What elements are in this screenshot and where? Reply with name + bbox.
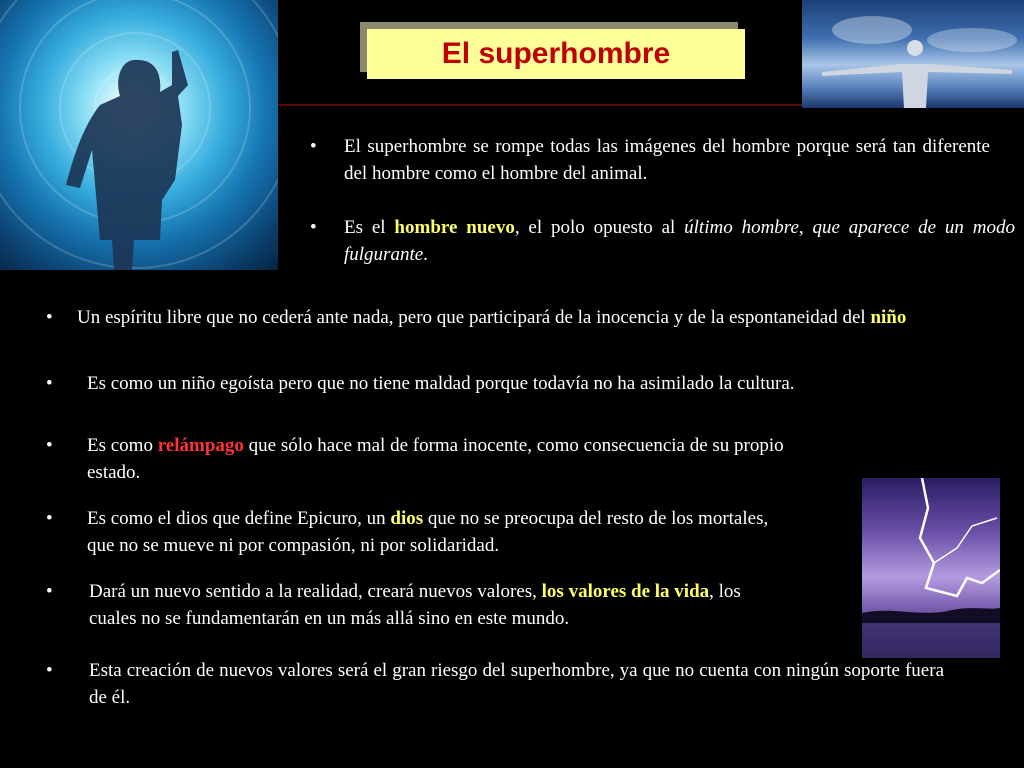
bullet-text: Es como relámpago que sólo hace mal de forma inocente, como consecuencia de su propio estado. bbox=[87, 435, 784, 483]
highlight-text: los valores de la vida bbox=[541, 581, 710, 602]
bullet-item bbox=[46, 505, 776, 559]
bullet-item bbox=[310, 214, 1015, 268]
man-arms-outstretched-image bbox=[802, 0, 1024, 108]
bullet-text: Es el hombre nuevo, el polo opuesto al último hombre, que aparece de un modo fulgurante. bbox=[344, 217, 1015, 265]
highlight-text: hombre nuevo bbox=[394, 217, 515, 238]
bullet-item bbox=[46, 370, 986, 397]
bullet-dot: • bbox=[46, 373, 53, 394]
bullet-item bbox=[46, 432, 821, 486]
italic-text: último hombre, que aparece de un modo fulgurante bbox=[344, 217, 1015, 265]
bullet-item bbox=[46, 578, 786, 632]
bullet-item bbox=[46, 304, 954, 331]
bullet-dot: • bbox=[46, 435, 53, 456]
bullet-text: Es como un niño egoísta pero que no tiene maldad porque todavía no ha asimilado la cultura. bbox=[87, 373, 795, 394]
bullet-text: Un espíritu libre que no cederá ante nada, pero que participará de la inocencia y de la espontaneidad del niño bbox=[77, 307, 907, 328]
bullet-text: Esta creación de nuevos valores será el gran riesgo del superhombre, ya que no cuenta con ningún soporte fuera de él. bbox=[89, 660, 944, 708]
woman-silhouette bbox=[0, 0, 278, 270]
title-divider bbox=[278, 104, 802, 106]
bullet-item bbox=[46, 657, 944, 711]
bullet-item bbox=[310, 133, 990, 187]
highlight-text: niño bbox=[870, 307, 907, 328]
highlight-text: dios bbox=[390, 508, 424, 529]
highlight-red-text: relámpago bbox=[157, 435, 244, 456]
page-title: El superhombre bbox=[441, 37, 671, 70]
bullet-text: Dará un nuevo sentido a la realidad, creará nuevos valores, los valores de la vida, los cuales no se fundamentarán en un más allá sino en este mundo. bbox=[89, 581, 741, 629]
bullet-dot: • bbox=[46, 307, 53, 328]
man-silhouette bbox=[802, 0, 1024, 108]
bullet-dot: • bbox=[46, 508, 53, 529]
bullet-dot: • bbox=[46, 660, 53, 681]
bullet-dot: • bbox=[46, 581, 53, 602]
bullet-text: Es como el dios que define Epicuro, un dios que no se preocupa del resto de los mortales, que no se mueve ni por compasión, ni por solidaridad. bbox=[87, 508, 769, 556]
lightning-image bbox=[862, 478, 1000, 658]
light-tunnel-image bbox=[0, 0, 278, 270]
bullet-dot: • bbox=[310, 217, 317, 238]
title-box bbox=[367, 29, 745, 79]
bullet-text: El superhombre se rompe todas las imágenes del hombre porque será tan diferente del hombre como el hombre del animal. bbox=[344, 136, 990, 184]
bullet-dot: • bbox=[310, 136, 317, 157]
lightning-bolt bbox=[862, 478, 1000, 658]
